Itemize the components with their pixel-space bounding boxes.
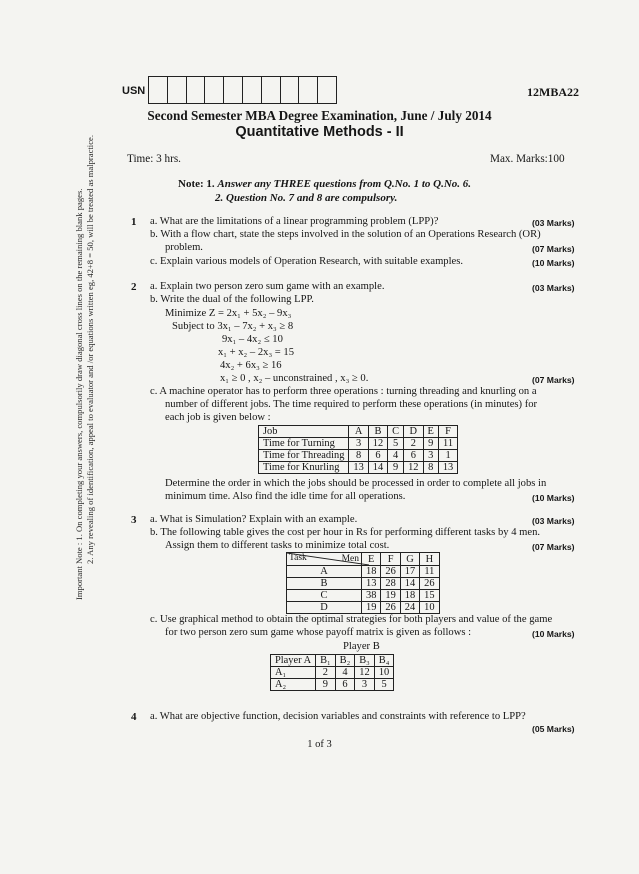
q2c-text-4: Determine the order in which the jobs should be processed in order to complete all jobs in	[165, 478, 547, 489]
table-cell: 6	[404, 450, 423, 462]
q1a-marks: (03 Marks)	[532, 218, 575, 228]
lpp-objective: Minimize Z = 2x₁ + 5x₂ – 9x₃	[165, 308, 292, 319]
subject-title: Quantitative Methods - II	[235, 124, 404, 140]
table-cell: B	[287, 578, 362, 590]
table-cell: 10	[420, 602, 439, 614]
usn-box[interactable]	[318, 77, 336, 103]
table-cell: 26	[381, 566, 400, 578]
table-row	[287, 590, 440, 602]
table-cell: 24	[400, 602, 419, 614]
q2c-text-1: c. A machine operator has to perform three operations : turning threading and knurling on a	[150, 386, 537, 397]
table-row	[259, 426, 458, 438]
table-cell: Time for Threading	[259, 450, 349, 462]
table-cell: 15	[420, 590, 439, 602]
table-cell: A	[349, 426, 368, 438]
q1b-marks: (07 Marks)	[532, 244, 575, 254]
table-cell: E	[423, 426, 438, 438]
table-row	[271, 667, 394, 679]
usn-label: USN	[122, 85, 146, 97]
table-cell: 13	[349, 462, 368, 474]
question-number: 4	[131, 711, 137, 723]
usn-box[interactable]	[281, 77, 300, 103]
q2b-text: b. Write the dual of the following LPP.	[150, 294, 314, 305]
table-cell: 38	[362, 590, 381, 602]
question-number: 3	[131, 514, 137, 526]
question-number: 1	[131, 216, 137, 228]
table-cell: C	[388, 426, 404, 438]
table-row	[287, 553, 440, 566]
q3b-marks: (07 Marks)	[532, 542, 575, 552]
table-cell: 2	[404, 438, 423, 450]
table-cell: 14	[400, 578, 419, 590]
table-cell: 26	[420, 578, 439, 590]
table-cell: 18	[400, 590, 419, 602]
table-cell: 12	[404, 462, 423, 474]
side-note-line-1: Important Note : 1. On completing your answers, compulsorily draw diagonal cross lines on the remaining blank pages.	[74, 188, 84, 600]
q3b-text-2: Assign them to different tasks to minimize total cost.	[165, 540, 390, 551]
q1c-marks: (10 Marks)	[532, 258, 575, 268]
table-cell: C	[287, 590, 362, 602]
q3a-marks: (03 Marks)	[532, 516, 575, 526]
table-cell: 8	[423, 462, 438, 474]
table-cell: 10	[374, 667, 394, 679]
table-cell: 3	[349, 438, 368, 450]
job-times-table	[258, 425, 458, 474]
usn-box[interactable]	[262, 77, 281, 103]
time-allowed: Time: 3 hrs.	[127, 153, 181, 165]
table-row	[287, 566, 440, 578]
q3b-text-1: b. The following table gives the cost per hour in Rs for performing different tasks by 4 men.	[150, 527, 541, 538]
table-cell: B₂	[335, 655, 355, 667]
q2a-text: a. Explain two person zero sum game with an example.	[150, 281, 385, 292]
table-header-cell: E	[362, 553, 381, 566]
note-line-1: Answer any THREE questions from Q.No. 1 to Q.No. 6.	[217, 178, 472, 190]
table-cell: 4	[335, 667, 355, 679]
lpp-constraint: Subject to 3x₁ – 7x₂ + x₃ ≥ 8	[172, 321, 294, 332]
table-corner-cell	[287, 553, 362, 566]
table-cell: 9	[388, 462, 404, 474]
q3c-text-1: c. Use graphical method to obtain the optimal strategies for both players and value of the game	[150, 614, 553, 625]
table-cell: 3	[355, 679, 375, 691]
usn-box[interactable]	[187, 77, 206, 103]
table-cell: Time for Knurling	[259, 462, 349, 474]
table-cell: D	[287, 602, 362, 614]
table-cell: 13	[438, 462, 457, 474]
table-cell: F	[438, 426, 457, 438]
q1a-text: a. What are the limitations of a linear programming problem (LPP)?	[150, 216, 439, 227]
table-row	[271, 655, 394, 667]
q3c-text-2: for two person zero sum game whose payoff matrix is given as follows :	[165, 627, 472, 638]
lpp-constraint: 4x₂ + 6x₃ ≥ 16	[220, 360, 282, 371]
q1b-text-2: problem.	[165, 242, 203, 253]
table-cell: 12	[368, 438, 387, 450]
table-row	[259, 462, 458, 474]
table-cell: B₁	[316, 655, 336, 667]
usn-box[interactable]	[243, 77, 262, 103]
usn-box[interactable]	[224, 77, 243, 103]
q3c-marks: (10 Marks)	[532, 629, 575, 639]
q2c-text-5: minimum time. Also find the idle time for all operations.	[165, 491, 406, 502]
q1b-text-1: b. With a flow chart, state the steps involved in the solution of an Operations Research (OR)	[150, 229, 541, 240]
q3a-text: a. What is Simulation? Explain with an example.	[150, 514, 358, 525]
note-line-2: 2. Question No. 7 and 8 are compulsory.	[215, 192, 398, 204]
max-marks: Max. Marks:100	[490, 153, 565, 165]
table-row	[271, 679, 394, 691]
table-cell: A₁	[271, 667, 316, 679]
table-cell: 8	[349, 450, 368, 462]
q1c-text: c. Explain various models of Operation Research, with suitable examples.	[150, 256, 464, 267]
lpp-constraint: 9x₁ – 4x₂ ≤ 10	[222, 334, 283, 345]
q2c-marks: (10 Marks)	[532, 493, 575, 503]
table-cell: 6	[368, 450, 387, 462]
table-cell: B₄	[374, 655, 394, 667]
side-note-line-2: 2. Any revealing of identification, appeal to evaluator and /or equations written eg, 42+8 = 50, will be treated as malpractice.	[85, 135, 95, 564]
usn-box[interactable]	[299, 77, 318, 103]
corner-men-label: Men	[341, 554, 359, 564]
table-cell: 14	[368, 462, 387, 474]
side-note	[74, 130, 96, 600]
table-cell: 28	[381, 578, 400, 590]
usn-input-boxes[interactable]	[148, 76, 337, 104]
table-row	[259, 450, 458, 462]
table-cell: 11	[420, 566, 439, 578]
table-cell: 12	[355, 667, 375, 679]
table-header-cell: F	[381, 553, 400, 566]
q2c-text-2: number of different jobs. The time required to perform these operations (in minutes) for	[165, 399, 538, 410]
assignment-cost-table	[286, 552, 440, 614]
table-cell: 5	[388, 438, 404, 450]
note-prefix: Note: 1.	[178, 178, 215, 190]
table-header-cell: H	[420, 553, 439, 566]
q4a-marks: (05 Marks)	[532, 724, 575, 734]
table-cell: Player A	[271, 655, 316, 667]
page-number: 1 of 3	[307, 739, 332, 750]
table-cell: D	[404, 426, 423, 438]
table-cell: 13	[362, 578, 381, 590]
table-cell: B₃	[355, 655, 375, 667]
table-cell: 3	[423, 450, 438, 462]
table-cell: 19	[381, 590, 400, 602]
table-row	[287, 602, 440, 614]
usn-box[interactable]	[168, 77, 187, 103]
table-cell: 4	[388, 450, 404, 462]
table-cell: 6	[335, 679, 355, 691]
table-cell: A₂	[271, 679, 316, 691]
table-cell: 11	[438, 438, 457, 450]
table-cell: 2	[316, 667, 336, 679]
question-number: 2	[131, 281, 137, 293]
table-cell: 18	[362, 566, 381, 578]
table-cell: 19	[362, 602, 381, 614]
q2b-marks: (07 Marks)	[532, 375, 575, 385]
table-cell: 5	[374, 679, 394, 691]
usn-box[interactable]	[149, 77, 168, 103]
lpp-nonnegativity: x₁ ≥ 0 , x₂ – unconstrained , x₃ ≥ 0.	[220, 373, 369, 384]
instructions-note	[178, 177, 471, 205]
table-cell: 26	[381, 602, 400, 614]
q4a-text: a. What are objective function, decision variables and constraints with reference to LPP?	[150, 711, 526, 722]
table-row	[287, 578, 440, 590]
usn-box[interactable]	[205, 77, 224, 103]
table-cell: A	[287, 566, 362, 578]
q2a-marks: (03 Marks)	[532, 283, 575, 293]
lpp-constraint: x₁ + x₂ – 2x₃ = 15	[218, 347, 294, 358]
table-header-cell: G	[400, 553, 419, 566]
table-cell: Job	[259, 426, 349, 438]
corner-task-label: Task	[289, 553, 307, 563]
paper-code: 12MBA22	[527, 85, 579, 99]
table-cell: 1	[438, 450, 457, 462]
player-b-label: Player B	[343, 641, 380, 652]
table-cell: 17	[400, 566, 419, 578]
payoff-matrix-table	[270, 654, 394, 691]
table-cell: 9	[316, 679, 336, 691]
q2c-text-3: each job is given below :	[165, 412, 271, 423]
table-row	[259, 438, 458, 450]
exam-title: Second Semester MBA Degree Examination, June / July 2014	[147, 108, 492, 123]
table-cell: Time for Turning	[259, 438, 349, 450]
table-cell: B	[368, 426, 387, 438]
table-cell: 9	[423, 438, 438, 450]
